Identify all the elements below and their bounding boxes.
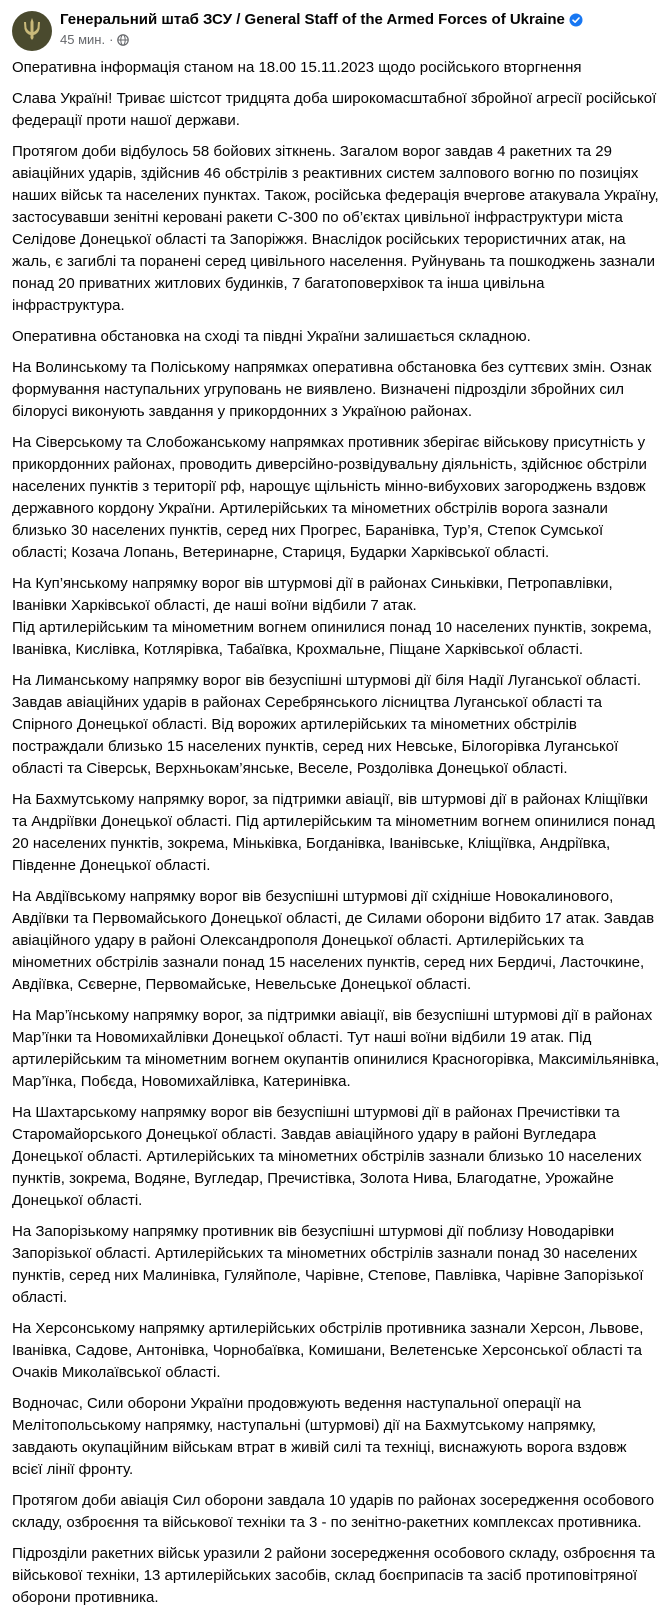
post-paragraph: Водночас, Сили оборони України продовжують ведення наступальної операції на Мелітопольському напрямку, наступальні (штурмові) дії на Бахмутському напрямку, завдають окупаційним військам втрат в живій силі та техніці, виснажують ворога вздовж всієї лінії фронту. [12,1395,627,1478]
author-name[interactable]: Генеральний штаб ЗСУ / General Staff of the Armed Forces of Ukraine [60,11,565,28]
post-paragraph: На Херсонському напрямку артилерійських обстрілів противника зазнали Херсон, Львове, Іванівка, Садове, Антонівка, Чорнобаївка, Комишани, Велетенське Херсонської області та Очаків Миколаївської області. [12,1320,644,1381]
post-paragraph: Слава Україні! Триває шістсот тридцята доба широкомасштабної збройної агресії російської федерації проти нашої держави. [12,90,657,129]
meta-separator: · [109,32,114,47]
page-avatar[interactable] [12,11,52,51]
post-paragraph: На Запорізькому напрямку противник вів безуспішні штурмові дії поблизу Новодарівки Запорізької області. Артилерійських та мінометних обстрілів зазнали понад 30 населених пунктів, серед них Малинівка, Гуляйполе, Чарівне, Степове, Павлівка, Чарівне Запорізької області. [12,1223,644,1306]
post-body [12,57,660,1609]
post-paragraph: На Волинському та Поліському напрямках оперативна обстановка без суттєвих змін. Ознак формування наступальних угруповань не виявлено. Визначені підрозділи збройних сил білорусі виконують завдання у прикордонних з Україною районах. [12,359,652,420]
post-paragraph: Підрозділи ракетних військ уразили 2 райони зосередження особового складу, озброєння та військової техніки, 13 артилерійських засобів, склад боєприпасів та засіб протиповітряної оборони противника. [12,1545,656,1606]
globe-icon[interactable] [117,34,129,46]
post-meta [60,31,583,49]
trident-emblem-icon [21,17,43,46]
post-paragraph: На Авдіївському напрямку ворог вів безуспішні штурмові дії східніше Новокалинового, Авдіївки та Первомайського Донецької області, де Силами оборони відбито 17 атак. Завдав авіаційного удару в районі Олександрополя Донецької області. Артилерійських та мінометних обстрілів зазнали понад 15 населених пунктів, серед них Бердичі, Ласточкине, Авдіївка, Сєверне, Первомайське, Невельське Донецької області. [12,888,655,993]
verified-badge-icon [569,13,583,27]
post-paragraph: Оперативна обстановка на сході та півдні України залишається складною. [12,328,531,345]
post-paragraph: На Сіверському та Слобожанському напрямках противник зберігає військову присутність у прикордонних районах, проводить диверсійно-розвідувальну діяльність, здійснює обстріли населених пунктів з території рф, нарощує щільність мінно-вибухових загороджень вздовж державного кордону України. Артилерійських та мінометних обстрілів ворога зазнали близько 30 населених пунктів, серед них Прогрес, Баранівка, Тур’я, Степок Сумської області; Козача Лопань, Ветеринарне, Стариця, Бударки Харківської області. [12,434,647,561]
author-line [60,10,583,30]
post-timestamp[interactable]: 45 мин. [60,32,106,47]
post-paragraph: Протягом доби авіація Сил оборони завдала 10 ударів по районах зосередження особового складу, озброєння та військової техніки та 3 - по зенітно-ракетних комплексах противника. [12,1492,655,1531]
post-paragraph: На Мар’їнському напрямку ворог, за підтримки авіації, вів безуспішні штурмові дії в районах Мар’їнки та Новомихайлівки Донецької області. Тут наші воїни відбили 19 атак. Під артилерійським та мінометним вогнем окупантів опинилися Красногорівка, Максимільянівка, Мар’їнка, Побєда, Новомихайлівка, Катеринівка. [12,1007,660,1090]
post-paragraph: Оперативна інформація станом на 18.00 15.11.2023 щодо російського вторгнення [12,59,582,76]
post-header-text [60,9,583,49]
post-paragraph: На Лиманському напрямку ворог вів безуспішні штурмові дії біля Надії Луганської області. Завдав авіаційних ударів в районах Серебрянського лісництва Луганської області та Спірного Донецької області. Від ворожих артилерійських та мінометних обстрілів постраждали близько 15 населених пунктів, серед них Невське, Білогорівка Луганської області та Сіверськ, Верхньокам’янське, Веселе, Роздолівка Донецької області. [12,672,642,777]
post-header [12,0,660,56]
post-paragraph: На Бахмутському напрямку ворог, за підтримки авіації, вів штурмові дії в районах Кліщіївки та Андріївки Донецької області. Під артилерійським та мінометним вогнем опинилися понад 20 населених пунктів, зокрема, Міньківка, Богданівка, Іванівське, Кліщіївка, Андріївка, Південне Донецької області. [12,791,655,874]
post-paragraph: Протягом доби відбулось 58 бойових зіткнень. Загалом ворог завдав 4 ракетних та 29 авіаційних ударів, здійснив 46 обстрілів з реактивних систем залпового вогню по позиціях наших військ та населених пунктах. Також, російська федерація вчергове атакувала Україну, застосувавши зенітні керовані ракети С-300 по об’єктах цивільної інфраструктури міста Селідове Донецької області та Запоріжжя. Внаслідок російських терористичних атак, на жаль, є загиблі та поранені серед цивільного населення. Руйнувань та пошкоджень зазнали понад 20 приватних житлових будинків, 7 багатоповерхівок та інша цивільна інфраструктура. [12,143,659,314]
post-paragraph: На Куп’янському напрямку ворог вів штурмові дії в районах Синьківки, Петропавлівки, Іванівки Харківської області, де наші воїни відбили 7 атак. Під артилерійським та мінометним вогнем опинилися понад 10 населених пунктів, зокрема, Іванівка, Кислівка, Котлярівка, Табаївка, Крохмальне, Піщане Харківської області. [12,575,652,658]
post-paragraph: На Шахтарському напрямку ворог вів безуспішні штурмові дії в районах Пречистівки та Старомайорського Донецької області. Завдав авіаційного удару в районі Вугледара Донецької області. Артилерійських та мінометних обстрілів зазнали близько 10 населених пунктів, зокрема, Водяне, Вугледар, Пречистівка, Золота Нива, Благодатне, Урожайне Донецької області. [12,1104,642,1209]
